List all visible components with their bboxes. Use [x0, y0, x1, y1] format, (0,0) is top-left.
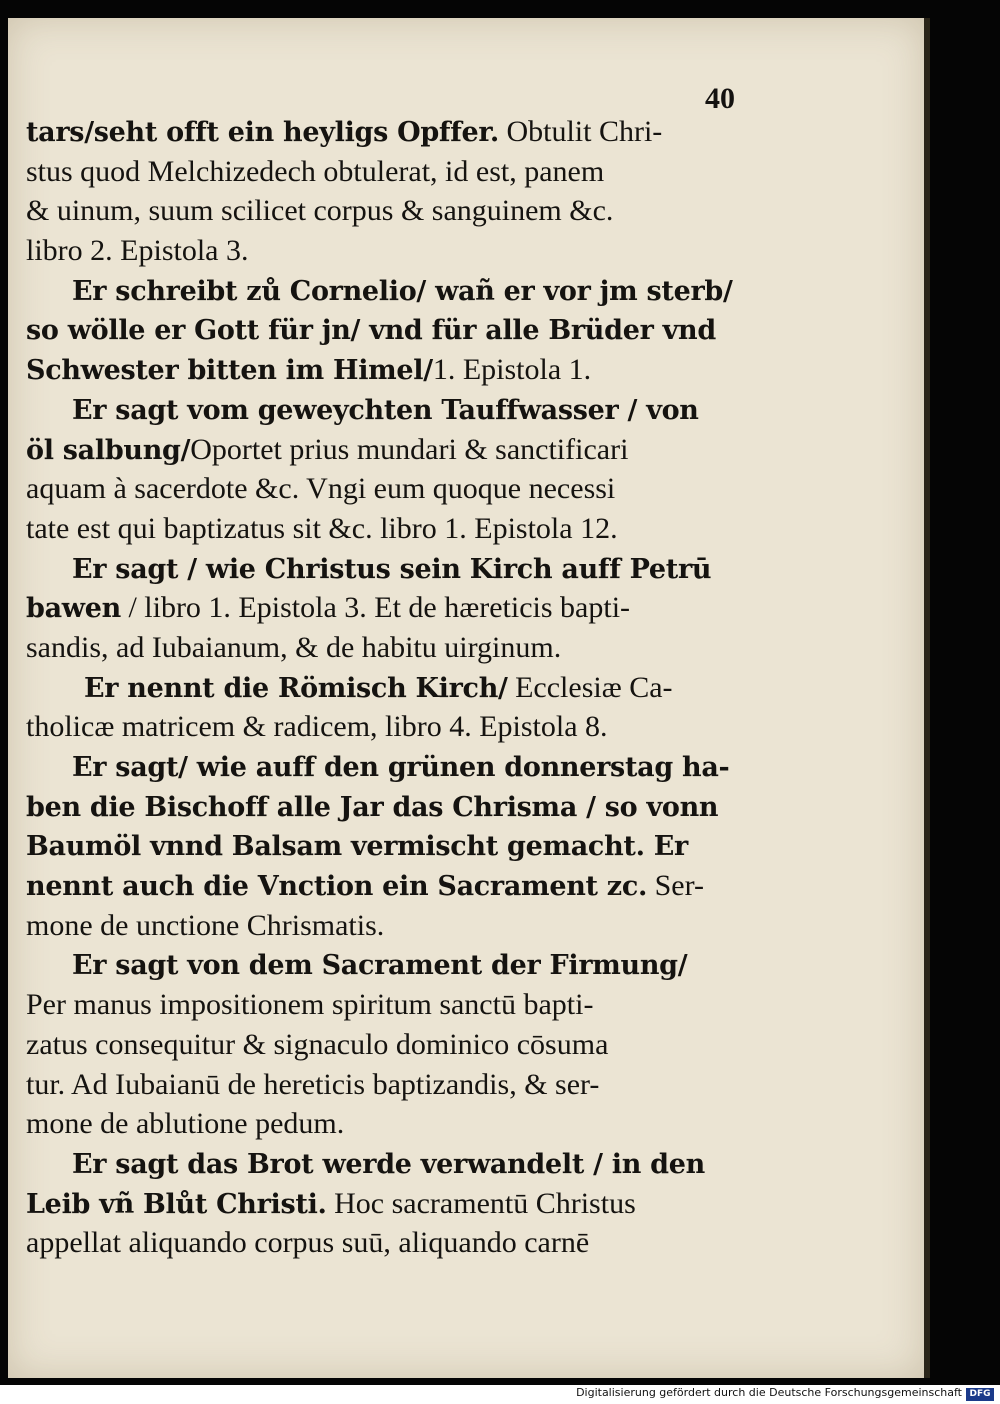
fraktur-text: Er schreibt zů Cornelio/ wañ er vor jm sterb/ — [72, 275, 733, 307]
latin-text: Oportet prius mundari & sanctificari — [190, 432, 629, 466]
folio-number: 40 — [705, 82, 735, 115]
fraktur-text: bawen — [26, 593, 121, 625]
fraktur-text: so wölle er Gott für jn/ vnd für alle Brüder vnd — [26, 315, 716, 347]
text-line — [26, 1223, 741, 1263]
latin-text: stus quod Melchizedech obtulerat, id est, panem — [26, 154, 605, 188]
text-line — [26, 985, 741, 1025]
text-line — [26, 310, 741, 350]
page-text-block — [26, 112, 741, 1263]
fraktur-text: Er sagt vom geweychten Tauffwasser / von — [72, 394, 699, 426]
latin-text: Ser- — [647, 869, 704, 903]
text-line — [26, 112, 741, 152]
text-line — [26, 469, 741, 509]
text-line — [26, 866, 741, 906]
fraktur-text: nennt auch die Vnction ein Sacrament zc. — [26, 871, 648, 903]
text-line — [26, 191, 741, 231]
latin-text: zatus consequitur & signaculo dominico cōsuma — [26, 1027, 609, 1061]
text-line — [26, 1104, 741, 1144]
fraktur-text: ben die Bischoff alle Jar das Chrisma / so vonn — [26, 791, 719, 823]
latin-text: tur. Ad Iubaianū de hereticis baptizandis, & ser- — [26, 1067, 600, 1101]
fraktur-text: tars/seht offt ein heyligs Opffer. — [26, 117, 499, 148]
text-line — [26, 1065, 741, 1105]
latin-text: & uinum, suum scilicet corpus & sanguinem &c. — [26, 194, 614, 228]
fraktur-text: Schwester bitten im Himel/ — [26, 355, 433, 387]
text-line — [26, 350, 741, 390]
fraktur-text: Baumöl vnnd Balsam vermischt gemacht. Er — [26, 831, 688, 863]
latin-text: 1. Epistola 1. — [432, 353, 592, 387]
text-line — [26, 787, 741, 827]
dfg-logo: DFG — [966, 1388, 994, 1401]
text-line — [26, 1184, 741, 1224]
text-line — [26, 945, 741, 985]
text-line — [26, 1025, 741, 1065]
latin-text: appellat aliquando corpus suū, aliquando carnē — [26, 1226, 590, 1260]
fraktur-text: Leib vñ Blůt Christi. — [26, 1188, 327, 1220]
text-line — [26, 1144, 741, 1184]
latin-text: tholicæ matricem & radicem, libro 4. Epistola 8. — [26, 710, 608, 744]
fraktur-text: Er sagt von dem Sacrament der Firmung/ — [72, 950, 688, 982]
text-line — [26, 231, 741, 271]
funding-credit: Digitalisierung gefördert durch die Deutsche Forschungsgemeinschaft — [576, 1386, 962, 1399]
fraktur-text: Er sagt / wie Christus sein Kirch auff Petrū — [72, 553, 712, 585]
text-line — [26, 707, 741, 747]
text-line — [26, 628, 741, 668]
text-line — [26, 271, 741, 311]
latin-text: Per manus impositionem spiritum sanctū bapti- — [26, 988, 594, 1022]
text-line — [26, 430, 741, 470]
latin-text: Ecclesiæ Ca- — [507, 670, 673, 704]
text-line — [26, 826, 741, 866]
latin-text: Hoc sacramentū Christus — [326, 1186, 636, 1220]
text-line — [26, 906, 741, 946]
latin-text: / libro 1. Epistola 3. Et de hæreticis bapti- — [120, 591, 631, 625]
text-line — [26, 390, 741, 430]
latin-text: Obtulit Chri- — [498, 115, 663, 148]
text-line — [26, 509, 741, 549]
fraktur-text: Er sagt/ wie auff den grünen donnerstag ha- — [72, 752, 730, 783]
text-line — [26, 152, 741, 192]
latin-text: sandis, ad Iubaianum, & de habitu uirginum. — [26, 630, 562, 664]
fraktur-text: Er sagt das Brot werde verwandelt / in den — [72, 1148, 705, 1180]
latin-text: aquam à sacerdote &c. Vngi eum quoque necessi — [26, 472, 616, 506]
latin-text: mone de unctione Chrismatis. — [26, 908, 385, 942]
fraktur-text: öl salbung/ — [26, 434, 191, 466]
text-line — [26, 588, 741, 628]
text-line — [26, 747, 741, 787]
page-edge — [924, 18, 930, 1378]
latin-text: tate est qui baptizatus sit &c. libro 1. Epistola 12. — [26, 511, 618, 545]
latin-text: libro 2. Epistola 3. — [26, 234, 249, 268]
text-line — [26, 668, 741, 708]
latin-text: mone de ablutione pedum. — [26, 1107, 345, 1141]
fraktur-text: Er nennt die Römisch Kirch/ — [84, 672, 508, 704]
text-line — [26, 549, 741, 589]
